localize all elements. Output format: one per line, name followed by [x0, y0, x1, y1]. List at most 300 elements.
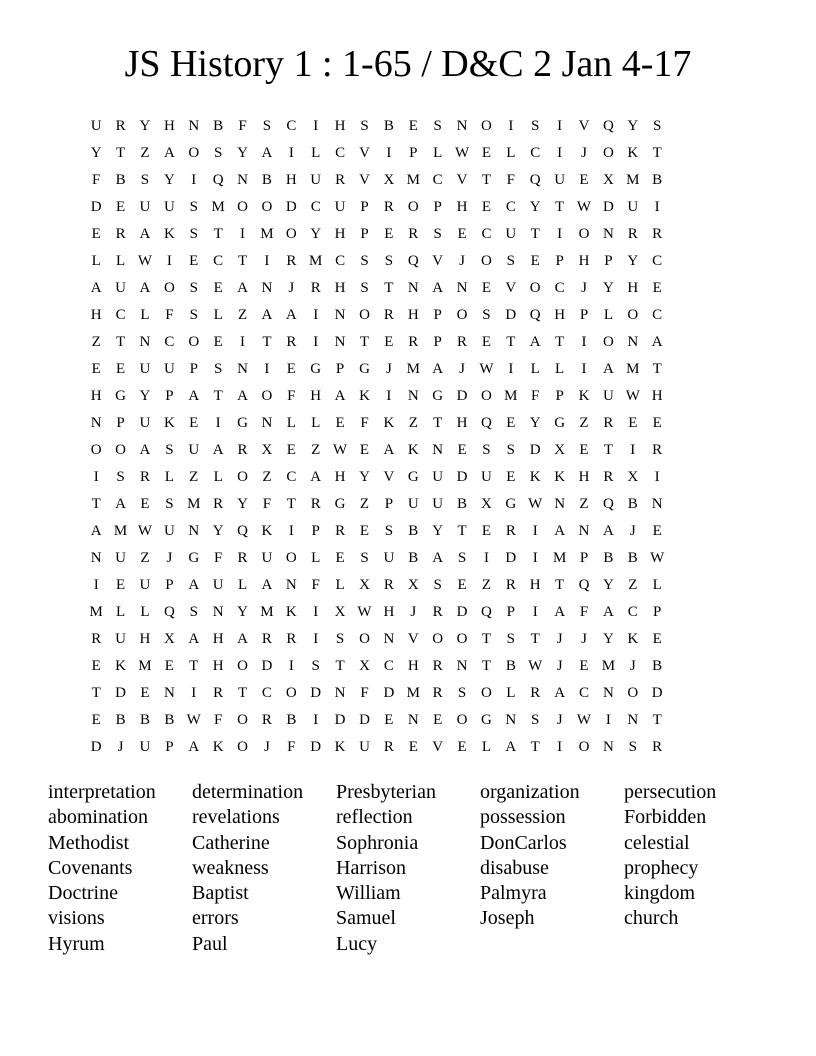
grid-row	[84, 437, 669, 464]
letter-grid	[84, 113, 669, 761]
grid-cell: E	[457, 442, 467, 458]
grid-cell: T	[530, 226, 540, 242]
word-item: Forbidden	[624, 806, 707, 829]
grid-row	[84, 356, 669, 383]
grid-cell: T	[116, 145, 126, 161]
grid-cell: L	[555, 361, 565, 377]
grid-cell: K	[212, 739, 224, 755]
grid-cell: O	[359, 307, 370, 323]
grid-cell: E	[384, 334, 394, 350]
grid-cell: N	[261, 415, 273, 431]
grid-cell: A	[554, 604, 566, 620]
grid-cell: M	[309, 253, 323, 269]
grid-cell: V	[456, 172, 468, 188]
grid-cell: K	[163, 226, 175, 242]
grid-cell: K	[285, 604, 297, 620]
grid-cell: W	[333, 442, 348, 458]
word-item: Hyrum	[48, 932, 105, 955]
grid-cell: H	[407, 307, 419, 323]
grid-cell: U	[602, 388, 614, 404]
grid-cell: P	[555, 388, 564, 404]
grid-cell: R	[408, 334, 419, 350]
grid-cell: Y	[627, 118, 639, 134]
grid-cell: G	[334, 496, 346, 512]
grid-cell: U	[115, 631, 126, 647]
grid-cell: U	[115, 550, 126, 566]
grid-cell: F	[531, 388, 540, 404]
grid-cell: Z	[91, 334, 101, 350]
grid-cell: O	[237, 469, 248, 485]
grid-cell: S	[506, 442, 515, 458]
grid-cell: I	[630, 442, 636, 458]
grid-cell: S	[433, 118, 442, 134]
grid-cell: P	[433, 334, 442, 350]
grid-cell: U	[163, 361, 175, 377]
grid-cell: T	[530, 739, 540, 755]
grid-row	[84, 248, 669, 275]
grid-cell: G	[188, 550, 200, 566]
grid-cell: L	[652, 577, 662, 593]
grid-cell: W	[528, 658, 543, 674]
grid-cell: U	[139, 361, 151, 377]
grid-cell: R	[432, 658, 443, 674]
grid-row	[84, 680, 669, 707]
grid-cell: F	[311, 577, 320, 593]
grid-cell: R	[505, 523, 516, 539]
grid-cell: G	[505, 496, 517, 512]
grid-cell: T	[335, 658, 345, 674]
grid-cell: B	[261, 172, 272, 188]
grid-cell: U	[163, 199, 175, 215]
grid-cell: I	[532, 550, 538, 566]
grid-cell: S	[189, 604, 198, 620]
grid-cell: H	[456, 199, 468, 215]
grid-cell: I	[240, 226, 246, 242]
grid-cell: E	[335, 550, 345, 566]
grid-cell: Y	[139, 118, 151, 134]
grid-cell: B	[627, 496, 638, 512]
grid-cell: E	[457, 577, 467, 593]
grid-cell: H	[163, 118, 175, 134]
grid-cell: A	[554, 523, 566, 539]
grid-cell: A	[602, 361, 614, 377]
grid-cell: P	[555, 253, 564, 269]
grid-cell: T	[262, 334, 272, 350]
grid-cell: A	[261, 577, 273, 593]
grid-cell: L	[530, 361, 540, 377]
grid-cell: E	[91, 658, 101, 674]
grid-cell: T	[237, 685, 248, 701]
grid-cell: U	[261, 550, 273, 566]
grid-cell: T	[652, 712, 662, 728]
grid-cell: L	[91, 253, 101, 269]
grid-cell: A	[237, 388, 248, 404]
grid-cell: A	[651, 334, 663, 350]
grid-cell: P	[409, 145, 418, 161]
grid-row	[84, 491, 669, 518]
grid-cell: S	[457, 550, 467, 566]
grid-cell: L	[481, 739, 492, 755]
grid-cell: I	[654, 469, 660, 485]
grid-cell: T	[359, 334, 370, 350]
grid-cell: K	[529, 469, 541, 485]
grid-cell: L	[506, 685, 516, 701]
grid-cell: S	[360, 118, 369, 134]
grid-cell: X	[383, 172, 395, 188]
grid-cell: M	[504, 388, 518, 404]
grid-cell: N	[188, 523, 200, 539]
grid-cell: I	[581, 334, 587, 350]
grid-cell: R	[335, 172, 346, 188]
grid-cell: L	[506, 145, 516, 161]
grid-cell: I	[313, 631, 319, 647]
grid-cell: R	[432, 604, 443, 620]
grid-cell: Q	[602, 118, 614, 134]
grid-cell: R	[310, 496, 321, 512]
grid-cell: B	[627, 550, 638, 566]
grid-cell: R	[237, 550, 248, 566]
grid-cell: A	[188, 739, 200, 755]
grid-cell: E	[481, 334, 492, 350]
grid-cell: O	[481, 388, 492, 404]
grid-cell: H	[90, 388, 102, 404]
grid-cell: M	[211, 199, 225, 215]
grid-cell: B	[603, 550, 614, 566]
grid-cell: M	[260, 604, 274, 620]
grid-cell: E	[384, 712, 394, 728]
grid-cell: E	[579, 442, 589, 458]
grid-cell: E	[506, 469, 516, 485]
grid-cell: N	[602, 739, 614, 755]
word-item: Lucy	[336, 932, 378, 955]
grid-cell: Z	[237, 307, 248, 323]
grid-cell: M	[406, 685, 420, 701]
grid-row	[84, 599, 669, 626]
grid-cell: S	[335, 631, 345, 647]
grid-cell: H	[334, 280, 346, 296]
grid-cell: F	[92, 172, 101, 188]
grid-cell: R	[237, 442, 248, 458]
grid-cell: A	[432, 361, 444, 377]
grid-cell: D	[285, 199, 297, 215]
grid-cell: O	[90, 442, 102, 458]
grid-cell: E	[189, 253, 199, 269]
grid-cell: T	[189, 658, 199, 674]
grid-cell: O	[188, 145, 200, 161]
grid-cell: E	[91, 712, 101, 728]
word-item: persecution	[624, 781, 717, 803]
word-item: visions	[48, 907, 105, 930]
grid-cell: N	[383, 631, 395, 647]
grid-cell: O	[456, 712, 468, 728]
grid-cell: P	[311, 523, 320, 539]
grid-cell: J	[581, 631, 587, 647]
grid-cell: I	[166, 253, 172, 269]
grid-cell: T	[481, 172, 492, 188]
grid-cell: D	[602, 199, 614, 215]
grid-cell: T	[213, 226, 223, 242]
grid-cell: P	[506, 604, 515, 620]
grid-cell: S	[116, 469, 125, 485]
grid-cell: V	[505, 280, 517, 296]
grid-cell: A	[188, 577, 200, 593]
word-item: Joseph	[480, 907, 535, 930]
word-item: Paul	[192, 932, 228, 955]
grid-cell: N	[651, 496, 663, 512]
grid-cell: Y	[212, 523, 224, 539]
grid-cell: C	[286, 118, 297, 134]
grid-cell: X	[359, 577, 370, 593]
word-item: disabuse	[480, 856, 549, 879]
grid-cell: O	[237, 712, 248, 728]
grid-cell: U	[383, 550, 395, 566]
grid-cell: Z	[408, 415, 418, 431]
grid-cell: J	[117, 739, 124, 755]
grid-cell: V	[383, 469, 395, 485]
grid-cell: N	[188, 118, 200, 134]
grid-cell: E	[530, 253, 540, 269]
grid-cell: O	[456, 307, 468, 323]
grid-cell: A	[602, 604, 614, 620]
grid-cell: T	[237, 253, 248, 269]
grid-cell: W	[625, 388, 640, 404]
grid-cell: P	[165, 388, 174, 404]
grid-cell: I	[532, 604, 538, 620]
grid-cell: B	[652, 658, 663, 674]
grid-cell: T	[652, 361, 662, 377]
grid-cell: E	[286, 361, 296, 377]
grid-cell: J	[581, 145, 587, 161]
grid-cell: U	[359, 739, 370, 755]
grid-cell: O	[261, 388, 273, 404]
grid-cell: A	[334, 388, 346, 404]
grid-cell: N	[237, 361, 248, 377]
grid-cell: A	[432, 280, 444, 296]
grid-cell: Y	[529, 415, 541, 431]
grid-cell: M	[113, 523, 128, 539]
grid-cell: D	[505, 307, 517, 323]
grid-cell: S	[189, 307, 198, 323]
grid-cell: I	[288, 523, 294, 539]
grid-cell: B	[652, 172, 663, 188]
grid-cell: E	[116, 577, 126, 593]
grid-cell: L	[164, 469, 174, 485]
grid-cell: T	[530, 631, 540, 647]
grid-cell: X	[627, 469, 639, 485]
grid-cell: I	[605, 712, 611, 728]
grid-cell: I	[215, 415, 221, 431]
grid-cell: H	[139, 631, 151, 647]
grid-cell: N	[627, 334, 639, 350]
word-item: possession	[480, 806, 566, 829]
grid-cell: J	[264, 739, 270, 755]
grid-cell: R	[115, 118, 126, 134]
grid-cell: S	[213, 361, 223, 377]
grid-cell: Z	[579, 496, 589, 512]
grid-cell: M	[601, 658, 616, 674]
grid-cell: I	[191, 685, 197, 701]
grid-cell: G	[115, 388, 126, 404]
grid-cell: O	[627, 307, 639, 323]
grid-cell: E	[579, 172, 589, 188]
grid-cell: W	[454, 145, 470, 161]
grid-cell: E	[506, 415, 516, 431]
word-item: Methodist	[48, 831, 130, 854]
grid-cell: H	[212, 658, 224, 674]
grid-cell: R	[383, 739, 394, 755]
grid-cell: E	[91, 361, 101, 377]
grid-cell: R	[652, 226, 663, 242]
grid-cell: S	[384, 523, 394, 539]
grid-cell: I	[288, 145, 294, 161]
grid-cell: S	[140, 172, 150, 188]
grid-cell: P	[360, 199, 369, 215]
grid-cell: R	[286, 334, 297, 350]
grid-cell: Y	[237, 496, 248, 512]
grid-cell: T	[481, 658, 492, 674]
grid-cell: A	[188, 631, 200, 647]
grid-cell: K	[554, 469, 566, 485]
grid-cell: U	[554, 172, 566, 188]
grid-cell: Y	[90, 145, 102, 161]
grid-cell: J	[288, 280, 295, 296]
grid-row	[84, 275, 669, 302]
grid-cell: K	[359, 388, 370, 404]
grid-cell: U	[432, 469, 444, 485]
grid-cell: L	[286, 415, 296, 431]
word-item: DonCarlos	[480, 831, 567, 854]
grid-cell: U	[115, 280, 126, 296]
grid-cell: Y	[237, 604, 248, 620]
grid-cell: O	[481, 685, 492, 701]
grid-cell: M	[626, 361, 640, 377]
grid-cell: A	[90, 523, 102, 539]
grid-cell: S	[360, 253, 369, 269]
grid-cell: Y	[139, 388, 151, 404]
grid-cell: Z	[140, 550, 150, 566]
grid-cell: S	[531, 712, 540, 728]
grid-cell: R	[627, 226, 638, 242]
word-column	[336, 780, 480, 957]
grid-cell: F	[213, 712, 223, 728]
grid-cell: O	[237, 739, 248, 755]
grid-cell: B	[164, 712, 175, 728]
grid-cell: M	[406, 361, 420, 377]
grid-cell: M	[138, 658, 152, 674]
grid-cell: P	[653, 604, 662, 620]
grid-cell: P	[384, 496, 394, 512]
grid-cell: C	[652, 253, 663, 269]
grid-row	[84, 518, 669, 545]
grid-cell: Q	[602, 496, 614, 512]
grid-cell: O	[115, 442, 126, 458]
grid-cell: I	[288, 658, 294, 674]
grid-cell: R	[213, 496, 224, 512]
grid-cell: L	[213, 469, 223, 485]
grid-cell: L	[116, 253, 126, 269]
grid-cell: W	[137, 253, 153, 269]
grid-cell: T	[603, 442, 613, 458]
grid-cell: J	[385, 361, 392, 377]
grid-cell: R	[432, 685, 443, 701]
grid-cell: P	[165, 739, 174, 755]
grid-cell: O	[432, 631, 444, 647]
grid-cell: J	[581, 280, 587, 296]
grid-cell: Q	[407, 253, 419, 269]
grid-cell: R	[91, 631, 102, 647]
grid-cell: O	[578, 226, 590, 242]
grid-cell: C	[383, 658, 394, 674]
grid-cell: U	[627, 199, 639, 215]
grid-cell: S	[531, 118, 540, 134]
grid-cell: Y	[602, 631, 614, 647]
grid-cell: E	[481, 523, 492, 539]
grid-cell: K	[334, 739, 346, 755]
grid-cell: X	[407, 577, 419, 593]
grid-cell: R	[383, 307, 394, 323]
grid-cell: N	[456, 658, 468, 674]
grid-cell: I	[93, 469, 99, 485]
grid-cell: I	[313, 334, 319, 350]
grid-cell: X	[261, 442, 273, 458]
grid-cell: E	[116, 199, 126, 215]
grid-cell: A	[237, 631, 248, 647]
grid-cell: B	[457, 496, 468, 512]
grid-cell: E	[481, 145, 492, 161]
grid-cell: N	[334, 685, 346, 701]
grid-cell: S	[506, 631, 515, 647]
grid-cell: L	[140, 307, 150, 323]
grid-cell: E	[286, 442, 296, 458]
grid-cell: D	[529, 442, 541, 458]
grid-cell: T	[384, 280, 394, 296]
grid-cell: V	[432, 253, 444, 269]
grid-cell: P	[116, 415, 125, 431]
grid-cell: O	[237, 658, 248, 674]
grid-cell: R	[383, 199, 394, 215]
grid-cell: A	[554, 685, 566, 701]
grid-cell: I	[557, 739, 563, 755]
grid-cell: H	[383, 604, 395, 620]
grid-cell: P	[433, 199, 442, 215]
word-item: prophecy	[624, 856, 699, 879]
grid-cell: T	[481, 631, 492, 647]
grid-cell: J	[166, 550, 173, 566]
grid-row	[84, 653, 669, 680]
grid-cell: Z	[311, 442, 321, 458]
grid-cell: N	[602, 226, 614, 242]
grid-cell: W	[357, 604, 372, 620]
grid-cell: O	[529, 280, 541, 296]
grid-cell: V	[578, 118, 590, 134]
grid-cell: N	[602, 685, 614, 701]
grid-cell: B	[505, 658, 516, 674]
grid-cell: G	[432, 388, 444, 404]
grid-cell: R	[261, 631, 272, 647]
grid-cell: B	[115, 172, 126, 188]
grid-cell: C	[286, 469, 297, 485]
grid-cell: R	[139, 469, 150, 485]
grid-cell: Y	[163, 172, 175, 188]
grid-cell: W	[576, 712, 592, 728]
grid-cell: I	[581, 361, 587, 377]
grid-cell: P	[189, 361, 198, 377]
grid-cell: E	[335, 415, 345, 431]
grid-cell: F	[287, 739, 296, 755]
grid-cell: D	[456, 388, 468, 404]
grid-cell: E	[213, 334, 223, 350]
grid-cell: C	[432, 172, 443, 188]
